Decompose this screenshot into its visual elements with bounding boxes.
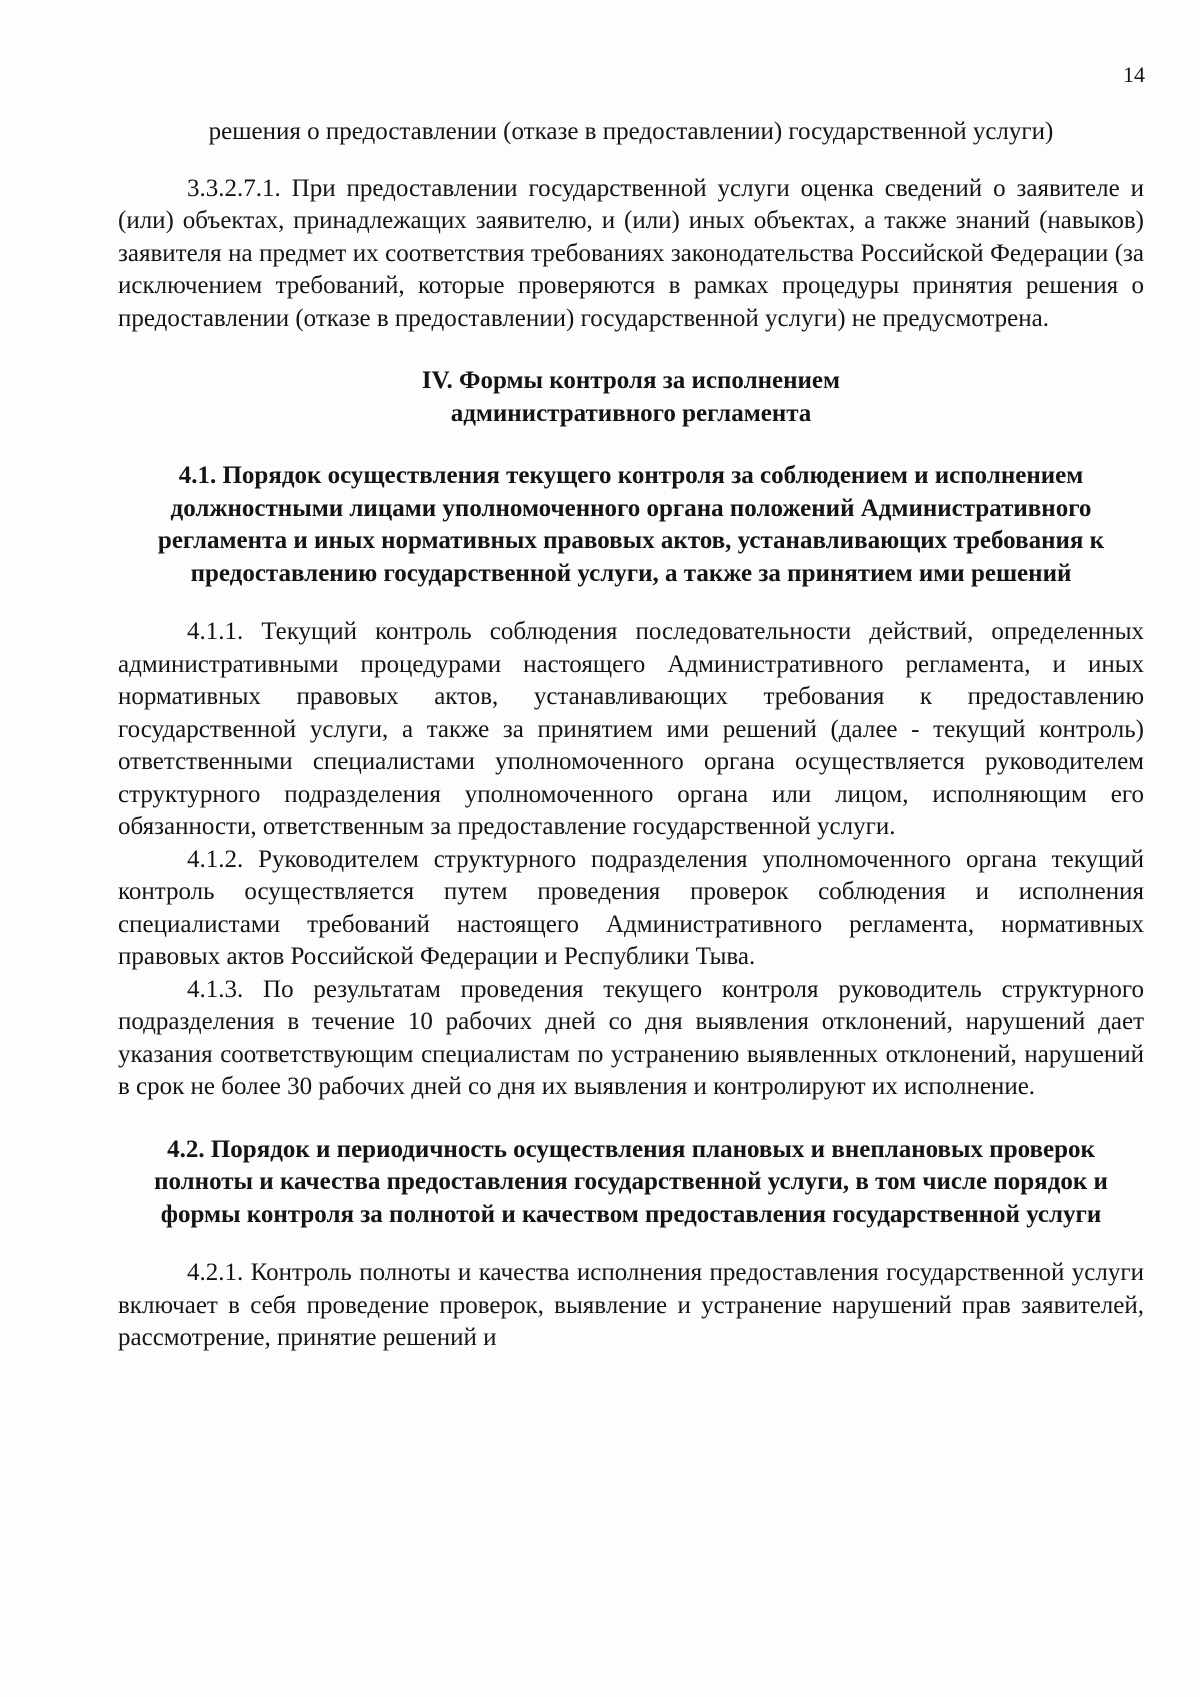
paragraph-4-1-1: 4.1.1. Текущий контроль соблюдения последовательности действий, определенных административными процедурами настоящего Административного регламента, и иных нормативных правовых актов, устанавливающих требования к предоставлению государственной услуги, а также за принятием ими решений (далее - текущий контроль) ответственными специалистами уполномоченного органа осуществляется руководителем структурного подразделения уполномоченного органа или лицом, исполняющим его обязанности, ответственным за предоставление государственной услуги. (118, 618, 1144, 840)
paragraph-4-1-3: 4.1.3. По результатам проведения текущего контроля руководитель структурного подразделения в течение 10 рабочих дней со дня выявления отклонений, нарушений дает указания соответствующим специалистам по устранению выявленных отклонений, нарушений в срок не более 30 рабочих дней со дня их выявления и контролируют их исполнение. (118, 975, 1144, 1100)
document-body (118, 116, 1144, 1355)
page-number: 14 (1123, 62, 1145, 87)
paragraph-continuation: решения о предоставлении (отказе в предоставлении) государственной услуги) (208, 118, 1054, 145)
section-heading-iv-line2: административного регламента (450, 399, 812, 427)
paragraph-4-1-2: 4.1.2. Руководителем структурного подразделения уполномоченного органа текущий контроль осуществляется путем проведения проверок соблюдения и исполнения специалистами требований настоящего Административного регламента, нормативных правовых актов Российской Федерации и Республики Тыва. (118, 845, 1144, 970)
subsection-heading-4-1: 4.1. Порядок осуществления текущего контроля за соблюдением и исполнением должностными лицами уполномоченного органа положений Административного регламента и иных нормативных правовых актов, устанавливающих требования к предоставлению государственной услуги, а также за принятием ими решений (157, 462, 1105, 587)
subsection-heading-4-2: 4.2. Порядок и периодичность осуществления плановых и внеплановых проверок полноты и качества предоставления государственной услуги, в том числе порядок и формы контроля за полнотой и качеством предоставления государственной услуги (154, 1135, 1108, 1228)
section-heading-iv-line1: IV. Формы контроля за исполнением (421, 367, 841, 394)
section-heading-iv (118, 365, 1144, 430)
paragraph-4-2-1: 4.2.1. Контроль полноты и качества исполнения предоставления государственной услуги включает в себя проведение проверок, выявление и устранение нарушений прав заявителей, рассмотрение, принятие решений и (118, 1259, 1144, 1351)
paragraph-3-3-2-7-1: 3.3.2.7.1. При предоставлении государственной услуги оценка сведений о заявителе и (или) объектах, принадлежащих заявителю, и (или) иных объектах, а также знаний (навыков) заявителя на предмет их соответствия требованиях законодательства Российской Федерации (за исключением требований, которые проверяются в рамках процедуры принятия решения о предоставлении (отказе в предоставлении) государственной услуги) не предусмотрена. (118, 174, 1144, 332)
